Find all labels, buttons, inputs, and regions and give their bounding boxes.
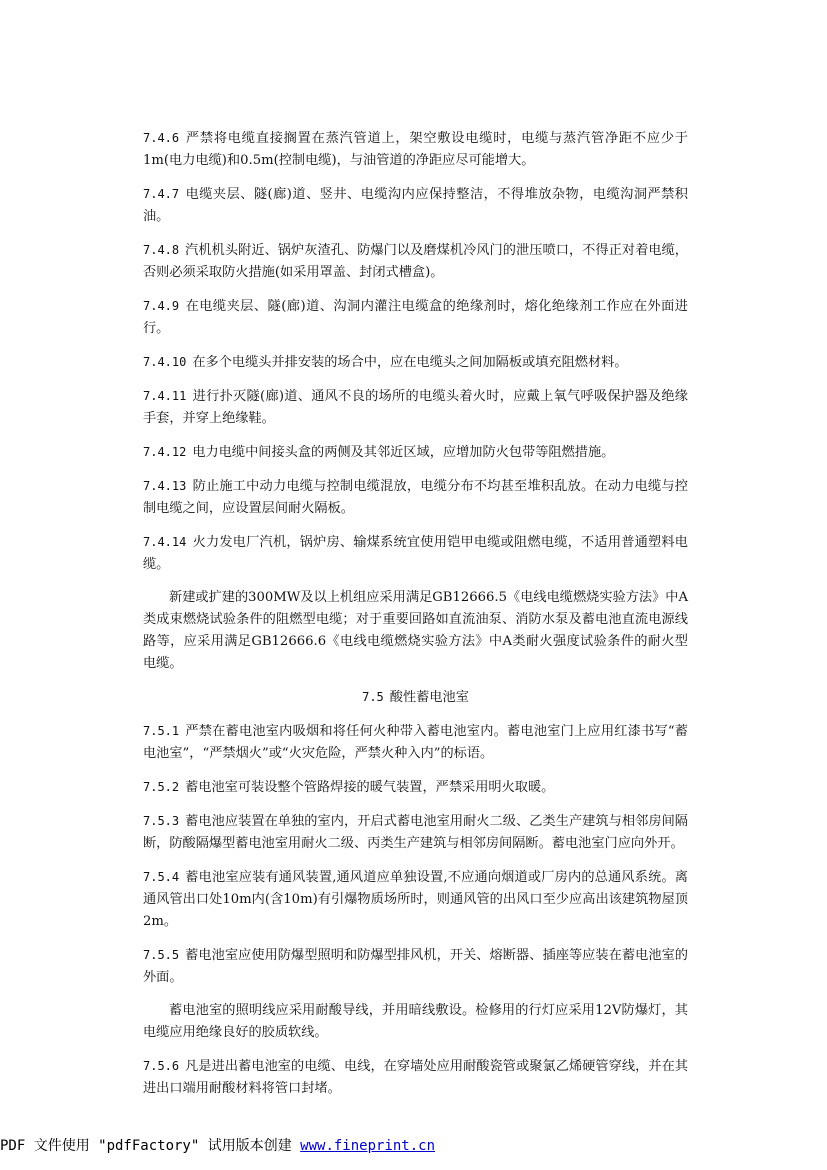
paragraph-text: 蓄电池室的照明线应采用耐酸导线，并用暗线敷设。检修用的行灯应采用12V防爆灯，其电缆应用绝缘良好的胶质软线。: [143, 1003, 688, 1040]
paragraph: [143, 810, 688, 855]
paragraph-text: 蓄电池室应装有通风装置,通风道应单独设置,不应通向烟道或厂房内的总通风系统。离通风管出口处10m内(含10m)有引爆物质场所时，则通风管的出风口至少应高出该建筑物屋顶2m。: [143, 870, 688, 929]
clause-number: 7.4.9: [143, 299, 180, 313]
paragraph-text: 防止施工中动力电缆与控制电缆混放，电缆分布不均甚至堆积乱放。在动力电缆与控制电缆之间，应设置层间耐火隔板。: [143, 479, 688, 516]
paragraph: [143, 183, 688, 228]
clause-number: 7.5.5: [143, 948, 180, 962]
clause-number: 7.5.4: [143, 870, 180, 884]
clause-number: 7.5.1: [143, 724, 180, 738]
paragraph-text: 电缆夹层、隧(廊)道、竖井、电缆沟内应保持整洁，不得堆放杂物，电缆沟洞严禁积油。: [143, 187, 688, 224]
footer-text: PDF 文件使用 "pdfFactory" 试用版本创建: [0, 1138, 301, 1154]
paragraph: [143, 351, 688, 374]
paragraph: [143, 127, 688, 172]
paragraph: [143, 1055, 688, 1100]
paragraph-text: 在多个电缆头并排安装的场合中，应在电缆头之间加隔板或填充阻燃材料。: [192, 355, 628, 370]
paragraph: [143, 1000, 688, 1044]
section-heading: [143, 686, 688, 709]
paragraph: [143, 944, 688, 989]
clause-number: 7.4.8: [143, 243, 180, 257]
paragraph: [143, 295, 688, 340]
paragraph-text: 进行扑灭隧(廊)道、通风不良的场所的电缆头着火时，应戴上氧气呼吸保护器及绝缘手套，并穿上绝缘鞋。: [143, 389, 688, 426]
section-7-5-paragraphs: [143, 720, 688, 1100]
paragraph: [143, 441, 688, 464]
clause-number: 7.4.13: [143, 479, 187, 493]
clause-number: 7.5.6: [143, 1059, 180, 1073]
clause-number: 7.5.2: [143, 780, 180, 794]
paragraph-text: 新建或扩建的300MW及以上机组应采用满足GB12666.5《电线电缆燃烧实验方法》中A类成束燃烧试验条件的阻燃型电缆；对于重要回路如直流油泵、消防水泵及蓄电池直流电源线路等，应采用满足GB12666.6《电线电缆燃烧实验方法》中A类耐火强度试验条件的耐火型电缆。: [143, 590, 688, 671]
clause-number: 7.4.14: [143, 535, 187, 549]
paragraph: [143, 475, 688, 520]
paragraph: [143, 531, 688, 576]
paragraph: [143, 385, 688, 430]
paragraph-text: 凡是进出蓄电池室的电缆、电线，在穿墙处应用耐酸瓷管或聚氯乙烯硬管穿线，并在其进出口端用耐酸材料将管口封堵。: [143, 1059, 688, 1096]
paragraph: [143, 239, 688, 284]
section-7-4-paragraphs: [143, 127, 688, 675]
paragraph-text: 蓄电池应装置在单独的室内，开启式蓄电池室用耐火二级、乙类生产建筑与相邻房间隔断，防酸隔爆型蓄电池室用耐火二级、丙类生产建筑与相邻房间隔断。蓄电池室门应向外开。: [143, 814, 688, 851]
footer-link[interactable]: www.fineprint.cn: [300, 1138, 436, 1154]
clause-number: 7.5.3: [143, 814, 180, 828]
clause-number: 7.4.11: [143, 389, 187, 403]
paragraph-text: 在电缆夹层、隧(廊)道、沟洞内灌注电缆盒的绝缘剂时，熔化绝缘剂工作应在外面进行。: [143, 299, 688, 336]
paragraph-text: 电力电缆中间接头盒的两侧及其邻近区域，应增加防火包带等阻燃措施。: [192, 445, 615, 460]
section-number: 7.5: [362, 690, 384, 704]
paragraph-text: 汽机机头附近、锅炉灰渣孔、防爆门以及磨煤机冷风门的泄压喷口，不得正对着电缆，否则必须采取防火措施(如采用罩盖、封闭式槽盒)。: [143, 243, 688, 280]
paragraph-text: 严禁在蓄电池室内吸烟和将任何火种带入蓄电池室内。蓄电池室门上应用红漆书写“蓄电池室”，“严禁烟火”或“火灾危险，严禁火种入内”的标语。: [143, 724, 688, 761]
section-title: 酸性蓄电池室: [389, 690, 469, 705]
paragraph: [143, 866, 688, 933]
document-page: [143, 127, 688, 1111]
pdf-footer: [0, 1135, 435, 1155]
clause-number: 7.4.12: [143, 445, 187, 459]
paragraph-text: 蓄电池室应使用防爆型照明和防爆型排风机，开关、熔断器、插座等应装在蓄电池室的外面。: [143, 948, 688, 985]
clause-number: 7.4.10: [143, 355, 187, 369]
paragraph-text: 火力发电厂汽机，锅炉房、输煤系统宜使用铠甲电缆或阻燃电缆，不适用普通塑料电缆。: [143, 535, 688, 572]
paragraph-text: 严禁将电缆直接搁置在蒸汽管道上，架空敷设电缆时，电缆与蒸汽管净距不应少于1m(电力电缆)和0.5m(控制电缆)，与油管道的净距应尽可能增大。: [143, 131, 688, 168]
clause-number: 7.4.6: [143, 131, 180, 145]
paragraph: [143, 720, 688, 765]
paragraph: [143, 776, 688, 799]
paragraph: [143, 587, 688, 675]
paragraph-text: 蓄电池室可装设整个管路焊接的暖气装置，严禁采用明火取暖。: [185, 780, 555, 795]
clause-number: 7.4.7: [143, 187, 180, 201]
